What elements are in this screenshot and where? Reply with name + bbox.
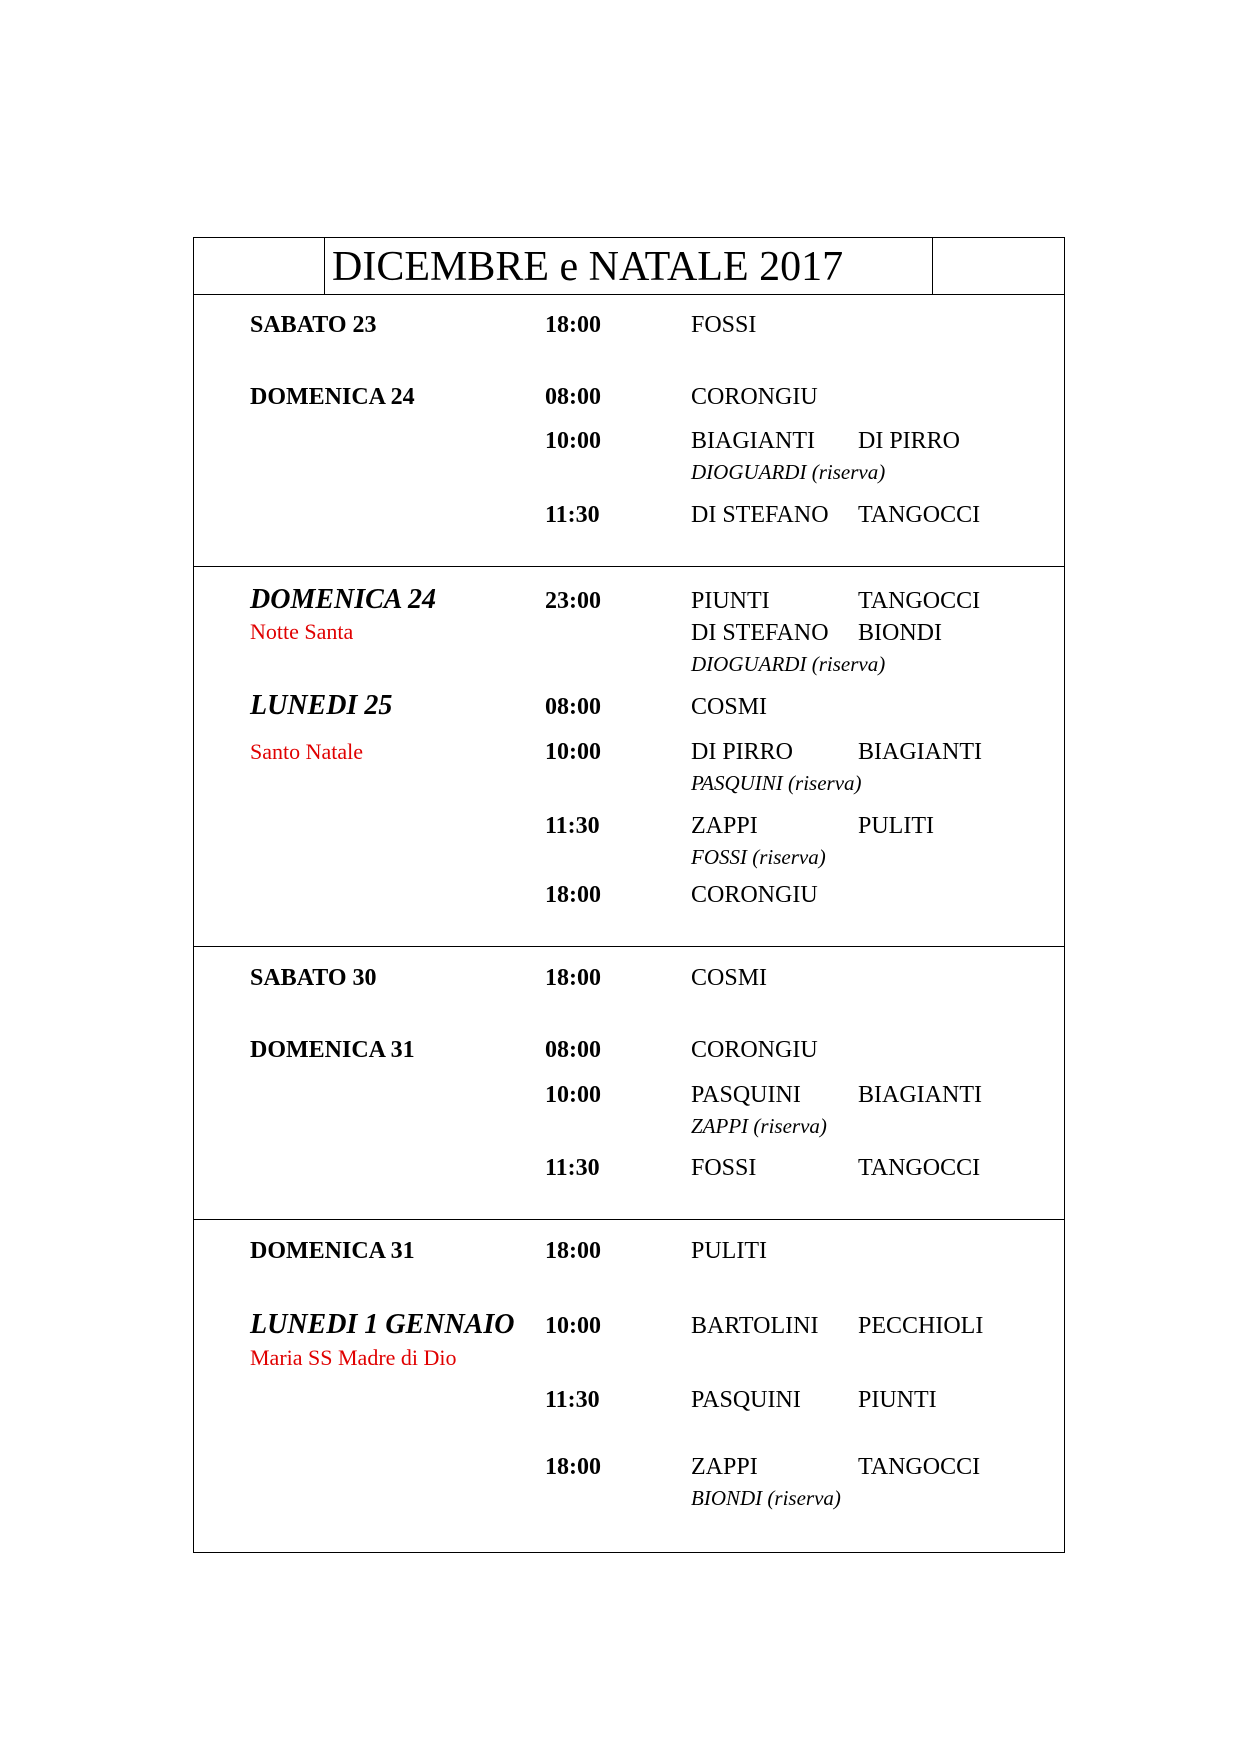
day-label: DOMENICA 24 (250, 584, 436, 615)
name-secondary: DI PIRRO (858, 428, 961, 454)
name-primary: COSMI (691, 965, 768, 991)
day-label: SABATO 23 (250, 312, 377, 338)
name-primary: PIUNTI (691, 588, 770, 614)
table-header (194, 238, 1064, 295)
time-label: 10:00 (545, 1082, 601, 1108)
time-label: 18:00 (545, 1238, 601, 1264)
section-divider (194, 566, 1064, 567)
reserve-label: BIONDI (riserva) (691, 1486, 841, 1510)
feast-note: Santo Natale (250, 739, 364, 764)
time-label: 10:00 (545, 1313, 601, 1339)
name-primary: ZAPPI (691, 813, 758, 839)
time-label: 11:30 (545, 1155, 600, 1181)
name-secondary: PECCHIOLI (858, 1313, 984, 1339)
section-divider (194, 1219, 1064, 1220)
name-primary: BARTOLINI (691, 1313, 819, 1339)
day-label: DOMENICA 31 (250, 1238, 415, 1264)
page-title: DICEMBRE e NATALE 2017 (332, 244, 844, 290)
time-label: 11:30 (545, 813, 600, 839)
feast-note: Maria SS Madre di Dio (250, 1345, 457, 1370)
name-primary: PASQUINI (691, 1082, 801, 1108)
name-primary: DI PIRRO (691, 739, 794, 765)
name-secondary: TANGOCCI (858, 588, 981, 614)
section-divider (194, 946, 1064, 947)
name-secondary: TANGOCCI (858, 502, 981, 528)
time-label: 08:00 (545, 384, 601, 410)
time-label: 18:00 (545, 312, 601, 338)
name-primary: ZAPPI (691, 1454, 758, 1480)
time-label: 18:00 (545, 882, 601, 908)
name-secondary: PULITI (858, 813, 934, 839)
time-label: 08:00 (545, 694, 601, 720)
name-secondary: PIUNTI (858, 1387, 937, 1413)
time-label: 10:00 (545, 739, 601, 765)
name-primary: PASQUINI (691, 1387, 801, 1413)
name-primary: BIAGIANTI (691, 428, 815, 454)
time-label: 18:00 (545, 1454, 601, 1480)
day-label: DOMENICA 31 (250, 1037, 415, 1063)
name-primary: FOSSI (691, 312, 757, 338)
name-primary: CORONGIU (691, 882, 818, 908)
time-label: 08:00 (545, 1037, 601, 1063)
schedule-table (193, 237, 1065, 1553)
name-primary: DI STEFANO (691, 502, 829, 528)
day-label: DOMENICA 24 (250, 384, 415, 410)
time-label: 18:00 (545, 965, 601, 991)
day-label: LUNEDI 25 (250, 690, 393, 721)
reserve-label: FOSSI (riserva) (691, 845, 826, 869)
time-label: 11:30 (545, 1387, 600, 1413)
time-label: 23:00 (545, 588, 601, 614)
header-divider-left (324, 238, 325, 294)
name-secondary: BIAGIANTI (858, 1082, 982, 1108)
name-primary: FOSSI (691, 1155, 757, 1181)
name-primary: COSMI (691, 694, 768, 720)
reserve-label: DIOGUARDI (riserva) (691, 460, 886, 484)
name-secondary: BIAGIANTI (858, 739, 982, 765)
reserve-label: PASQUINI (riserva) (691, 771, 862, 795)
header-divider-right (932, 238, 933, 294)
name-primary: CORONGIU (691, 384, 818, 410)
feast-note: Notte Santa (250, 619, 354, 644)
day-label: SABATO 30 (250, 965, 377, 991)
name-primary: PULITI (691, 1238, 767, 1264)
name-secondary: TANGOCCI (858, 1155, 981, 1181)
name-quaternary: BIONDI (858, 620, 942, 646)
reserve-label: ZAPPI (riserva) (691, 1114, 827, 1138)
time-label: 10:00 (545, 428, 601, 454)
name-primary: CORONGIU (691, 1037, 818, 1063)
day-label: LUNEDI 1 GENNAIO (250, 1309, 515, 1340)
reserve-label: DIOGUARDI (riserva) (691, 652, 886, 676)
name-tertiary: DI STEFANO (691, 620, 829, 646)
time-label: 11:30 (545, 502, 600, 528)
name-secondary: TANGOCCI (858, 1454, 981, 1480)
